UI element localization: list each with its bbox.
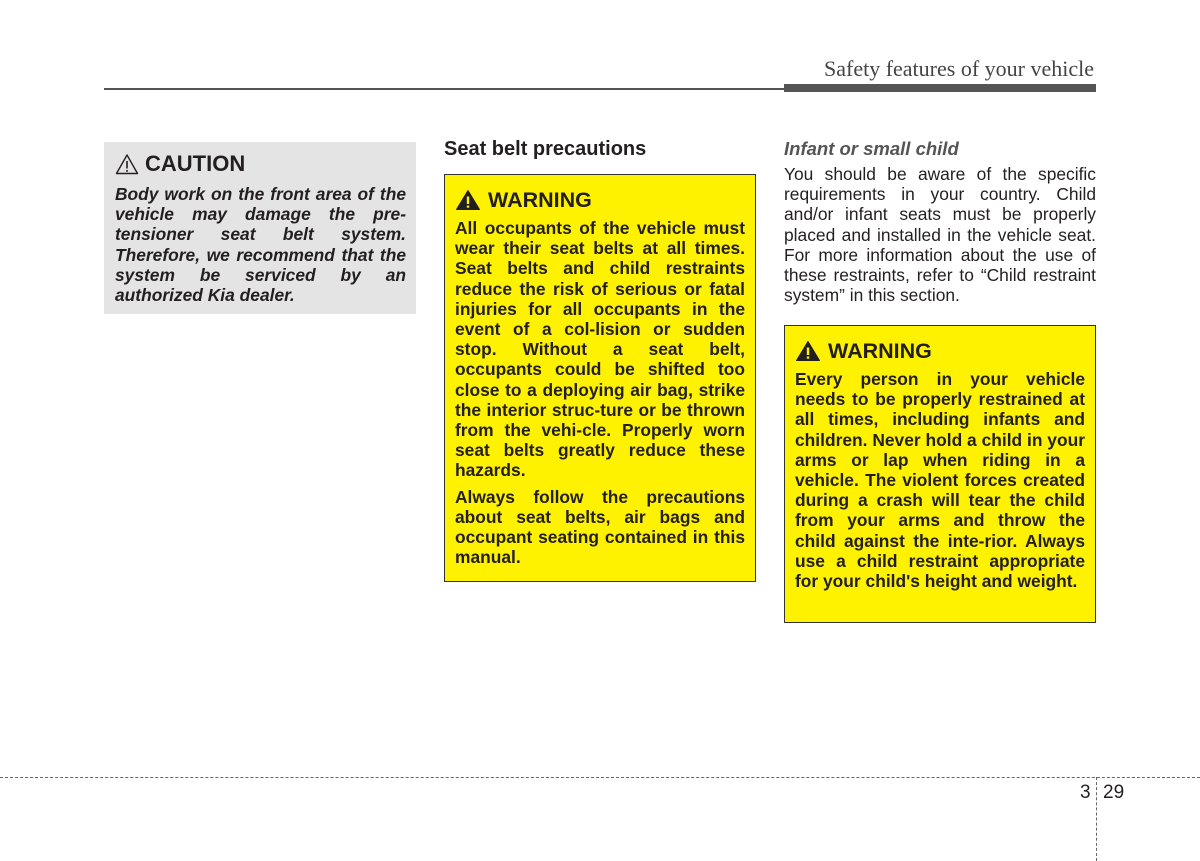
warning-title: WARNING [828,338,932,363]
warning-paragraph: All occupants of the vehicle must wear their seat belts at all times. Seat belts and child restraints reduce the risk of serious or fatal injuries for all occupants in the event of a col-lision or sudden stop. Without a seat belt, occupants could be shifted too close to a deploying air bag, strike the interior struc-ture or be thrown from the vehi-cle. Properly worn seat belts greatly reduce these hazards. [455,218,745,481]
header-rule-thick [784,84,1096,92]
page-chapter-number: 3 [1080,782,1091,803]
caution-triangle-icon [115,153,139,175]
page-header-title: Safety features of your vehicle [824,56,1094,81]
caution-box [104,142,416,314]
warning-triangle-icon [795,340,821,362]
warning-box-seat-belt [444,174,756,582]
subheading-infant-or-small-child: Infant or small child [784,138,959,159]
header-rule-thin [104,88,784,90]
warning-box-infant [784,325,1096,623]
page-number: 29 [1103,782,1125,803]
footer-dashed-rule [0,777,1200,778]
footer-dashed-divider [1096,777,1097,861]
warning-paragraph: Every person in your vehicle needs to be properly restrained at all times, including infants and children. Never hold a child in your arms or lap when riding in a vehicle. The violent forces created during a crash will tear the child from your arms and throw the child against the inte-rior. Always use a child restraint appropriate for your child's height and weight. [795,369,1085,592]
caution-heading [115,150,406,178]
caution-title: CAUTION [145,151,246,176]
infant-body-text: You should be aware of the specific requirements in your country. Child and/or infant seats must be properly placed and installed in the vehicle seat. For more information about the use of these restraints, refer to “Child restraint system” in this section. [784,164,1096,306]
warning-title: WARNING [488,187,592,212]
section-title-seat-belt-precautions: Seat belt precautions [444,138,647,160]
warning-triangle-icon [455,189,481,211]
warning-heading [455,187,745,213]
warning-paragraph: Always follow the precautions about seat belts, air bags and occupant seating contained in this manual. [455,486,745,568]
warning-heading [795,338,1085,364]
caution-text: Body work on the front area of the vehicle may damage the pre-tensioner seat belt system. Therefore, we recommend that the system be serviced by an authorized Kia dealer. [115,184,406,306]
